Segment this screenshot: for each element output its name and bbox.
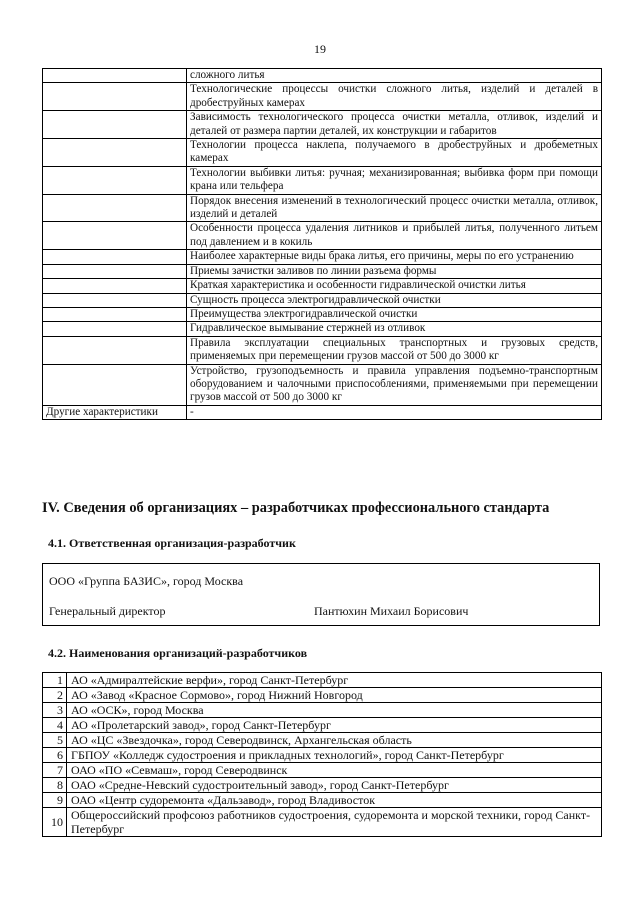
table-row [43, 69, 602, 83]
table-row [43, 336, 602, 364]
knowledge-item: Зависимость технологического процесса очистки металла, отливок, изделий и деталей от размера партии деталей, их конструкции и габаритов [187, 111, 602, 139]
page-number: 19 [314, 42, 326, 56]
table-row [43, 264, 602, 278]
table-row [43, 733, 602, 748]
director-position: Генеральный директор [49, 604, 166, 618]
other-characteristics-label: Другие характеристики [43, 405, 187, 419]
responsible-organization: ООО «Группа БАЗИС», город Москва [49, 574, 244, 588]
table-row [43, 293, 602, 307]
developer-organization: АО «Завод «Красное Сормово», город Нижний Новгород [67, 688, 602, 703]
table-row [43, 673, 602, 688]
table-row [43, 307, 602, 321]
row-number: 3 [43, 703, 67, 718]
developer-organization: ОАО «ПО «Севмаш», город Северодвинск [67, 763, 602, 778]
knowledge-table [42, 68, 602, 420]
knowledge-item: Преимущества электрогидравлической очистки [187, 307, 602, 321]
responsible-organization-box [42, 563, 600, 626]
knowledge-item: Правила эксплуатации специальных транспортных и грузовых средств, применяемых при перемещении грузов массой от 500 до 3000 кг [187, 336, 602, 364]
row-label-cell [43, 264, 187, 278]
knowledge-item: Особенности процесса удаления литников и прибылей литья, полученного литьем под давлением и в кокиль [187, 222, 602, 250]
section-iv-title: IV. Сведения об организациях – разработчиках профессионального стандарта [42, 500, 550, 516]
row-number: 4 [43, 718, 67, 733]
row-label-cell [43, 250, 187, 264]
row-label-cell [43, 139, 187, 167]
row-number: 10 [43, 808, 67, 837]
developer-organization: АО «ОСК», город Москва [67, 703, 602, 718]
row-label-cell [43, 307, 187, 321]
knowledge-item: Порядок внесения изменений в технологический процесс очистки металла, отливок, изделий и деталей [187, 194, 602, 222]
knowledge-item: Гидравлическое вымывание стержней из отливок [187, 322, 602, 336]
table-row [43, 718, 602, 733]
row-number: 1 [43, 673, 67, 688]
row-number: 2 [43, 688, 67, 703]
director-name: Пантюхин Михаил Борисович [314, 604, 469, 618]
knowledge-item: сложного литья [187, 69, 602, 83]
table-row [43, 808, 602, 837]
knowledge-item: Сущность процесса электрогидравлической очистки [187, 293, 602, 307]
row-label-cell [43, 83, 187, 111]
row-label-cell [43, 322, 187, 336]
row-number: 7 [43, 763, 67, 778]
table-row [43, 222, 602, 250]
developer-organization: Общероссийский профсоюз работников судостроения, судоремонта и морской техники, город Санкт-Петербург [67, 808, 602, 837]
table-row [43, 250, 602, 264]
table-row [43, 793, 602, 808]
knowledge-item: Наиболее характерные виды брака литья, его причины, меры по его устранению [187, 250, 602, 264]
table-row [43, 194, 602, 222]
table-row [43, 688, 602, 703]
knowledge-item: Приемы зачистки заливов по линии разъема формы [187, 264, 602, 278]
row-label-cell [43, 293, 187, 307]
table-row [43, 405, 602, 419]
row-label-cell [43, 222, 187, 250]
table-row [43, 364, 602, 405]
knowledge-item: Краткая характеристика и особенности гидравлической очистки литья [187, 279, 602, 293]
row-number: 6 [43, 748, 67, 763]
row-label-cell [43, 279, 187, 293]
table-row [43, 703, 602, 718]
knowledge-item: Технологии выбивки литья: ручная; механизированная; выбивка форм при помощи крана или тельфера [187, 166, 602, 194]
developer-organization: ОАО «Средне-Невский судостроительный завод», город Санкт-Петербург [67, 778, 602, 793]
row-label-cell [43, 364, 187, 405]
knowledge-item: Технологии процесса наклепа, получаемого в дробеструйных и дробеметных камерах [187, 139, 602, 167]
other-characteristics-value: - [187, 405, 602, 419]
section-4-2-title: 4.2. Наименования организаций-разработчиков [48, 646, 308, 660]
row-number: 8 [43, 778, 67, 793]
row-label-cell [43, 336, 187, 364]
table-row [43, 778, 602, 793]
table-row [43, 763, 602, 778]
developer-organization: АО «Адмиралтейские верфи», город Санкт-Петербург [67, 673, 602, 688]
table-row [43, 166, 602, 194]
knowledge-item: Технологические процессы очистки сложного литья, изделий и деталей в дробеструйных камерах [187, 83, 602, 111]
developers-table [42, 672, 602, 837]
developer-organization: АО «Пролетарский завод», город Санкт-Петербург [67, 718, 602, 733]
developer-organization: ГБПОУ «Колледж судостроения и прикладных технологий», город Санкт-Петербург [67, 748, 602, 763]
row-label-cell [43, 166, 187, 194]
row-number: 9 [43, 793, 67, 808]
section-4-1-title: 4.1. Ответственная организация-разработчик [48, 536, 296, 550]
table-row [43, 83, 602, 111]
row-number: 5 [43, 733, 67, 748]
table-row [43, 322, 602, 336]
table-row [43, 139, 602, 167]
row-label-cell [43, 111, 187, 139]
developer-organization: ОАО «Центр судоремонта «Дальзавод», город Владивосток [67, 793, 602, 808]
table-row [43, 111, 602, 139]
knowledge-item: Устройство, грузоподъемность и правила управления подъемно-транспортным оборудованием и чалочными приспособлениями, применяемыми при перемещении грузов массой от 500 до 3000 кг [187, 364, 602, 405]
row-label-cell [43, 69, 187, 83]
table-row [43, 748, 602, 763]
developer-organization: АО «ЦС «Звездочка», город Северодвинск, Архангельская область [67, 733, 602, 748]
table-row [43, 279, 602, 293]
row-label-cell [43, 194, 187, 222]
